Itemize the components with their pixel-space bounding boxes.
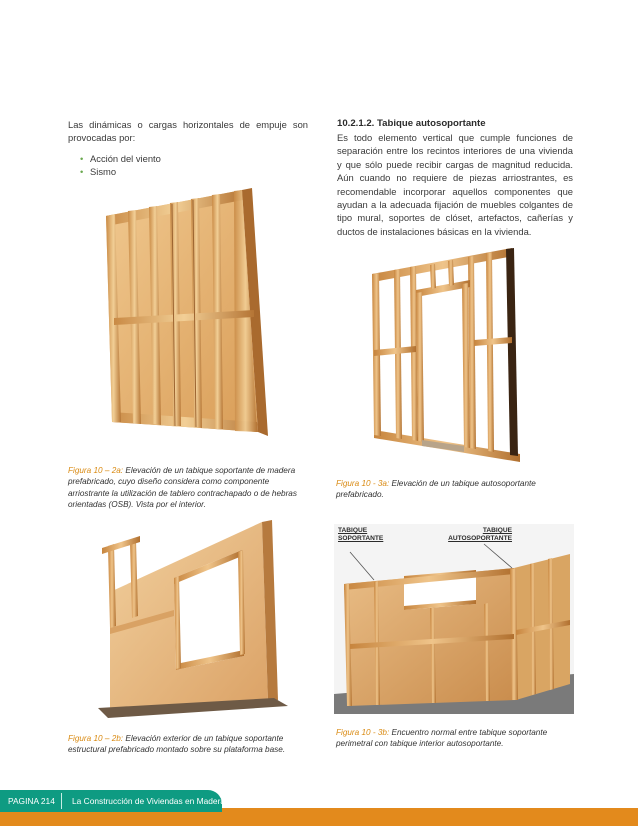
- figure-3a-caption: [336, 478, 574, 501]
- figure-3a-partition-frame-image: [362, 240, 532, 466]
- callout-load-bearing-wall: TABIQUE SOPORTANTE: [338, 527, 384, 542]
- figure-2b-label: Figura 10 – 2b:: [68, 734, 124, 743]
- footer-page-number: PAGINA 214: [8, 796, 55, 806]
- bullet-item-wind: • Acción del viento: [80, 152, 300, 165]
- bullet-item-earthquake: • Sismo: [80, 165, 300, 178]
- callout-partition-wall: TABIQUE AUTOSOPORTANTE: [448, 527, 512, 542]
- figure-3a-text: Elevación de un tabique autosoportante prefabricado.: [336, 479, 536, 500]
- figure-3b-text: Encuentro normal entre tabique soportante perimetral con tabique interior autosoportante.: [336, 728, 548, 749]
- figure-2a-label: Figura 10 – 2a:: [68, 466, 124, 475]
- intro-paragraph: Las dinámicas o cargas horizontales de empuje son provocadas por:: [68, 119, 308, 144]
- bullet-list: [80, 152, 300, 179]
- figure-2a-wall-panel-image: [92, 186, 278, 456]
- figure-2b-exterior-panel-image: [78, 516, 296, 718]
- section-paragraph: Es todo elemento vertical que cumple funciones de separación entre los recintos interiores de una vivienda y que sólo puede recibir cargas de magnitud reducida. Aún cuando no requiere de piezas arriostrantes, es recomendable incorporar aquellos componentes que ayudan a la adecuada fijación de muebles colgantes de tipo mural, soportes de clóset, artefactos, cañerías y ductos de instalaciones básicas en la vivienda.: [337, 132, 573, 237]
- figure-2b-caption: [68, 733, 306, 756]
- figure-2b-text: Elevación exterior de un tabique soportante estructural prefabricado montado sobre su plataforma base.: [68, 734, 286, 755]
- figure-3b-wall-junction-image: [334, 524, 574, 714]
- footer-divider: [61, 793, 62, 809]
- figure-3a-label: Figura 10 - 3a:: [336, 479, 390, 488]
- figure-3b-caption: [336, 727, 576, 750]
- figure-2a-caption: [68, 465, 306, 511]
- figure-2a-text: Elevación de un tabique soportante de madera prefabricado, cuyo diseño considera como componente arriostrante la utilización de tablero contrachapado o de hebras orientadas (OSB). Vista por el interior.: [68, 466, 297, 510]
- footer-book-title: La Construcción de Viviendas en Madera: [72, 796, 226, 806]
- figure-3b-label: Figura 10 - 3b:: [336, 728, 390, 737]
- section-heading: 10.2.1.2. Tabique autosoportante: [337, 118, 486, 129]
